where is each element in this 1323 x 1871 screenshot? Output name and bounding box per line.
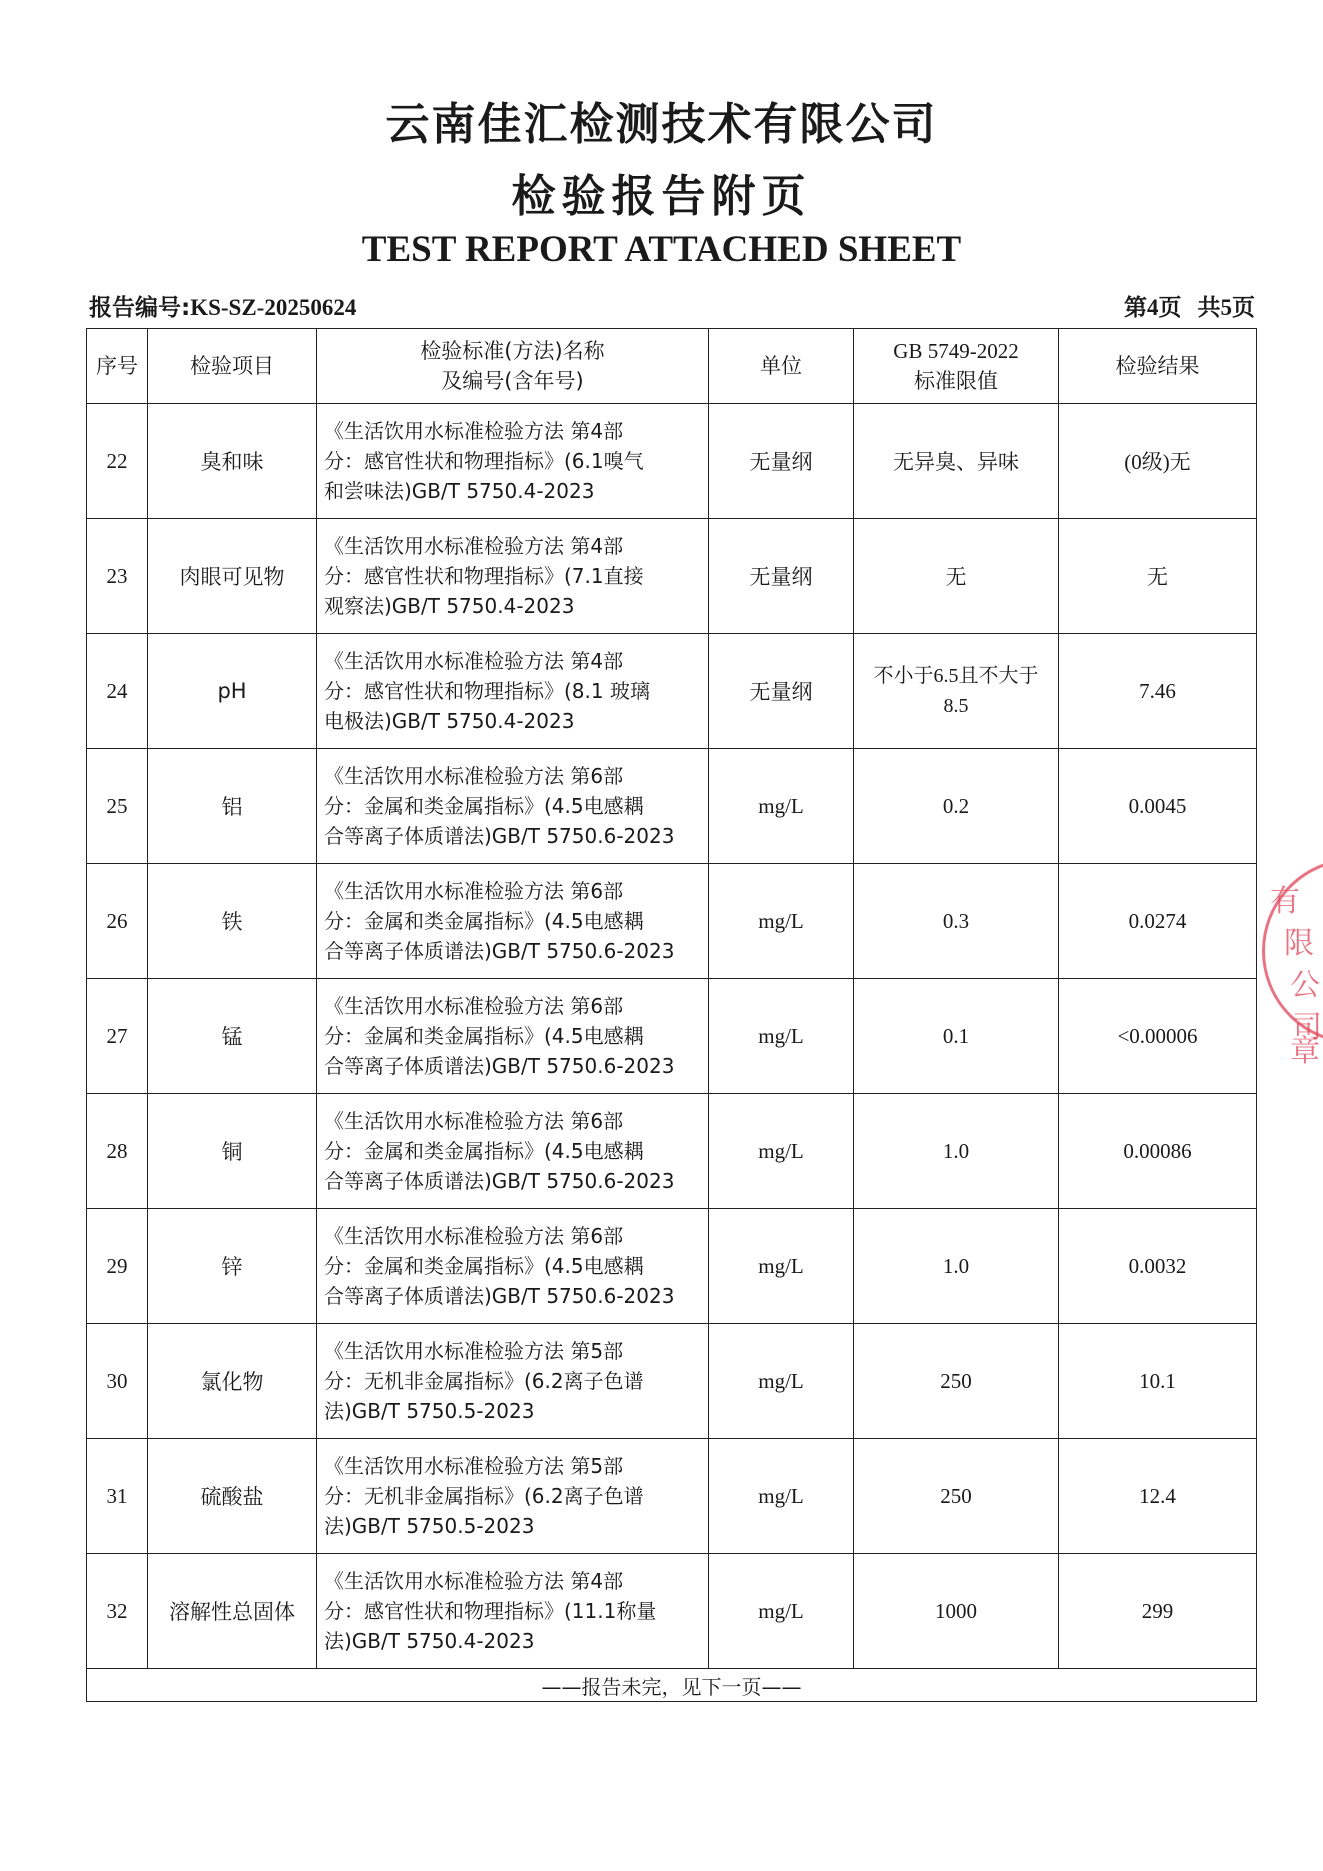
cell-limit (854, 634, 1059, 749)
cell-seq: 32 (87, 1554, 148, 1669)
seal-char: 章 (1290, 1034, 1320, 1069)
page-mid: 页 共 (1158, 295, 1221, 321)
limit-line: 250 (940, 1368, 972, 1393)
table-row (87, 1554, 1257, 1669)
seal-char: 公 (1290, 968, 1320, 1003)
seal-char: 司 (1292, 1010, 1322, 1045)
table-row (87, 404, 1257, 519)
cell-item: 硫酸盐 (148, 1439, 317, 1554)
cell-seq: 22 (87, 404, 148, 519)
cell-unit: 无量纲 (709, 634, 854, 749)
method-line: 《生活饮用水标准检验方法 第4部 (324, 534, 624, 558)
method-line: 合等离子体质谱法)GB/T 5750.6-2023 (324, 1284, 675, 1308)
cell-unit: mg/L (709, 1439, 854, 1554)
method-line: 《生活饮用水标准检验方法 第4部 (324, 1569, 624, 1593)
page-prefix: 第 (1123, 295, 1147, 321)
cell-method (317, 749, 709, 864)
cell-unit: 无量纲 (709, 404, 854, 519)
method-line: 《生活饮用水标准检验方法 第6部 (324, 1109, 624, 1133)
cell-seq: 30 (87, 1324, 148, 1439)
method-line: 分：感官性状和物理指标》(8.1 玻璃 (324, 679, 650, 703)
limit-line: 不小于6.5且不大于 (873, 665, 1039, 687)
limit-line: 8.5 (943, 695, 969, 717)
method-line: 法)GB/T 5750.5-2023 (324, 1514, 535, 1538)
method-line: 分：金属和类金属指标》(4.5电感耦 (324, 1254, 644, 1278)
cell-result: 7.46 (1059, 634, 1257, 749)
cell-method (317, 1324, 709, 1439)
cell-seq: 27 (87, 979, 148, 1094)
method-line: 《生活饮用水标准检验方法 第6部 (324, 994, 624, 1018)
col-result: 检验结果 (1059, 329, 1257, 404)
col-seq: 序号 (87, 329, 148, 404)
cell-limit (854, 519, 1059, 634)
cell-limit (854, 1439, 1059, 1554)
table-header-row (87, 329, 1257, 404)
page-suffix: 页 (1232, 295, 1255, 321)
col-unit: 单位 (709, 329, 854, 404)
method-line: 分：无机非金属指标》(6.2离子色谱 (324, 1484, 644, 1508)
table-row (87, 634, 1257, 749)
method-line: 分：无机非金属指标》(6.2离子色谱 (324, 1369, 644, 1393)
method-line: 合等离子体质谱法)GB/T 5750.6-2023 (324, 939, 675, 963)
cell-unit: mg/L (709, 979, 854, 1094)
table-row (87, 1439, 1257, 1554)
cell-seq: 26 (87, 864, 148, 979)
cell-item: 肉眼可见物 (148, 519, 317, 634)
limit-line: 250 (940, 1483, 972, 1508)
table-row (87, 1324, 1257, 1439)
method-line: 合等离子体质谱法)GB/T 5750.6-2023 (324, 1054, 675, 1078)
cell-item: pH (148, 634, 317, 749)
limit-line: 0.3 (942, 908, 970, 933)
cell-item: 溶解性总固体 (148, 1554, 317, 1669)
col-limit-line2: 标准限值 (914, 369, 998, 393)
seal-char: 有 (1270, 884, 1300, 919)
cell-limit (854, 864, 1059, 979)
seal-char: 限 (1284, 926, 1314, 961)
table-footer-row (87, 1669, 1257, 1702)
cell-item: 铁 (148, 864, 317, 979)
cell-result: 无 (1059, 519, 1257, 634)
page-current: 4 (1146, 295, 1159, 320)
document-title-english: TEST REPORT ATTACHED SHEET (361, 229, 962, 270)
method-line: 和尝味法)GB/T 5750.4-2023 (324, 479, 595, 503)
method-line: 分：金属和类金属指标》(4.5电感耦 (324, 1024, 644, 1048)
cell-item: 锰 (148, 979, 317, 1094)
cell-item: 臭和味 (148, 404, 317, 519)
limit-line: 0.1 (942, 1023, 970, 1048)
cell-limit (854, 979, 1059, 1094)
method-line: 《生活饮用水标准检验方法 第4部 (324, 649, 624, 673)
cell-method (317, 519, 709, 634)
cell-unit: 无量纲 (709, 519, 854, 634)
cell-limit (854, 749, 1059, 864)
cell-method (317, 404, 709, 519)
method-line: 《生活饮用水标准检验方法 第4部 (324, 419, 624, 443)
table-row (87, 749, 1257, 864)
cell-method (317, 1439, 709, 1554)
cell-item: 氯化物 (148, 1324, 317, 1439)
cell-unit: mg/L (709, 1324, 854, 1439)
col-limit-line1: GB 5749-2022 (893, 339, 1019, 363)
cell-method (317, 979, 709, 1094)
results-table (86, 328, 1257, 1702)
cell-unit: mg/L (709, 749, 854, 864)
method-line: 分：金属和类金属指标》(4.5电感耦 (324, 909, 644, 933)
cell-seq: 28 (87, 1094, 148, 1209)
cell-result: <0.00006 (1059, 979, 1257, 1094)
limit-line: 1.0 (942, 1138, 970, 1163)
cell-result: 299 (1059, 1554, 1257, 1669)
method-line: 《生活饮用水标准检验方法 第5部 (324, 1454, 624, 1478)
table-row (87, 519, 1257, 634)
limit-line: 0.2 (942, 793, 970, 818)
method-line: 电极法)GB/T 5750.4-2023 (324, 709, 575, 733)
col-method (317, 329, 709, 404)
cell-method (317, 634, 709, 749)
cell-item: 锌 (148, 1209, 317, 1324)
method-line: 法)GB/T 5750.4-2023 (324, 1629, 535, 1653)
cell-item: 铜 (148, 1094, 317, 1209)
table-row (87, 1209, 1257, 1324)
cell-result: 0.0045 (1059, 749, 1257, 864)
cell-unit: mg/L (709, 864, 854, 979)
cell-result: 0.0274 (1059, 864, 1257, 979)
method-line: 观察法)GB/T 5750.4-2023 (324, 594, 575, 618)
continuation-note: ——报告未完，见下一页—— (87, 1669, 1257, 1702)
cell-item: 铝 (148, 749, 317, 864)
cell-limit (854, 1554, 1059, 1669)
cell-limit (854, 1094, 1059, 1209)
cell-result: 0.0032 (1059, 1209, 1257, 1324)
method-line: 《生活饮用水标准检验方法 第5部 (324, 1339, 624, 1363)
company-name: 云南佳汇检测技术有限公司 (385, 99, 938, 150)
report-number (89, 289, 356, 322)
page-total: 5 (1220, 295, 1232, 320)
table-row (87, 979, 1257, 1094)
col-method-line2: 及编号(含年号) (441, 369, 584, 393)
col-item: 检验项目 (148, 329, 317, 404)
method-line: 合等离子体质谱法)GB/T 5750.6-2023 (324, 824, 675, 848)
cell-result: 0.00086 (1059, 1094, 1257, 1209)
limit-line: 1.0 (942, 1253, 970, 1278)
cell-seq: 23 (87, 519, 148, 634)
cell-method (317, 1554, 709, 1669)
method-line: 《生活饮用水标准检验方法 第6部 (324, 1224, 624, 1248)
method-line: 法)GB/T 5750.5-2023 (324, 1399, 535, 1423)
cell-limit (854, 404, 1059, 519)
col-limit (854, 329, 1059, 404)
cell-method (317, 1094, 709, 1209)
method-line: 分：金属和类金属指标》(4.5电感耦 (324, 794, 644, 818)
cell-unit: mg/L (709, 1209, 854, 1324)
cell-seq: 25 (87, 749, 148, 864)
cell-limit (854, 1324, 1059, 1439)
table-row (87, 864, 1257, 979)
limit-line: 无异臭、异味 (893, 450, 1019, 474)
cell-method (317, 1209, 709, 1324)
cell-limit (854, 1209, 1059, 1324)
table-row (87, 1094, 1257, 1209)
cell-unit: mg/L (709, 1094, 854, 1209)
page-indicator (1124, 289, 1255, 322)
cell-result: 10.1 (1059, 1324, 1257, 1439)
document-title: 检验报告附页 (511, 171, 812, 222)
method-line: 《生活饮用水标准检验方法 第6部 (324, 764, 624, 788)
cell-seq: 29 (87, 1209, 148, 1324)
cell-seq: 31 (87, 1439, 148, 1554)
cell-result: 12.4 (1059, 1439, 1257, 1554)
cell-method (317, 864, 709, 979)
cell-unit: mg/L (709, 1554, 854, 1669)
method-line: 《生活饮用水标准检验方法 第6部 (324, 879, 624, 903)
method-line: 分：感官性状和物理指标》(11.1称量 (324, 1599, 657, 1623)
method-line: 分：感官性状和物理指标》(6.1嗅气 (324, 449, 644, 473)
cell-seq: 24 (87, 634, 148, 749)
method-line: 分：感官性状和物理指标》(7.1直接 (324, 564, 644, 588)
method-line: 合等离子体质谱法)GB/T 5750.6-2023 (324, 1169, 675, 1193)
cell-result: (0级)无 (1059, 404, 1257, 519)
report-number-value: KS-SZ-20250624 (190, 295, 357, 320)
limit-line: 1000 (935, 1598, 977, 1623)
report-number-label: 报告编号: (89, 295, 191, 321)
limit-line: 无 (945, 565, 967, 589)
col-method-line1: 检验标准(方法)名称 (420, 339, 605, 363)
method-line: 分：金属和类金属指标》(4.5电感耦 (324, 1139, 644, 1163)
